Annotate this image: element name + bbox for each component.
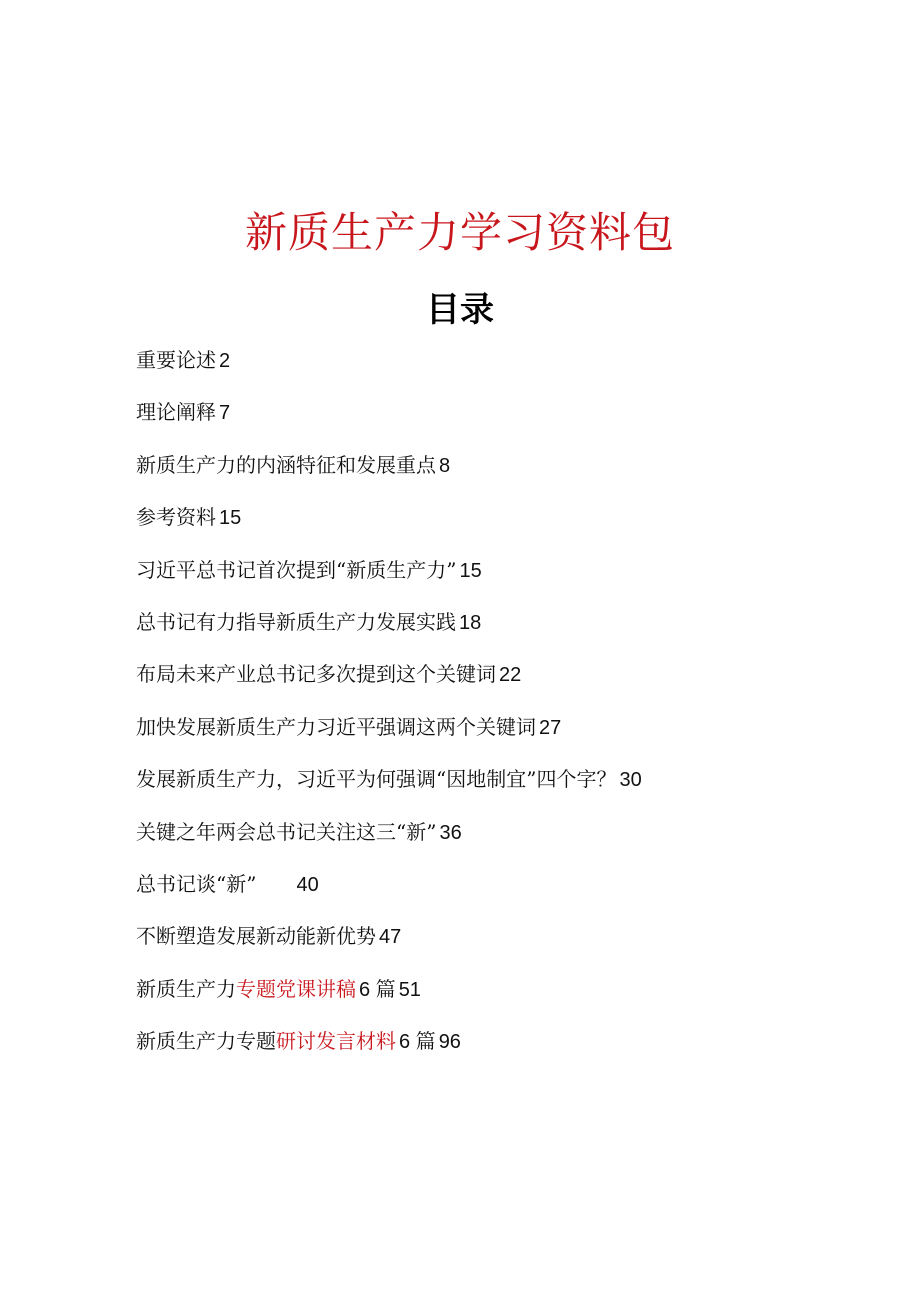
toc-entry-count: 6 篇 bbox=[359, 978, 396, 1001]
table-of-contents bbox=[136, 342, 642, 1075]
toc-entry[interactable] bbox=[136, 552, 642, 604]
toc-entry-title: 发展新质生产力，习近平为何强调“因地制宜”四个字？ bbox=[136, 767, 617, 792]
toc-entry[interactable] bbox=[136, 971, 642, 1023]
toc-entry[interactable] bbox=[136, 394, 642, 446]
toc-entry-title-highlight: 研讨发言材料 bbox=[276, 1029, 396, 1054]
toc-entry[interactable] bbox=[136, 761, 642, 813]
toc-entry-title: 总书记有力指导新质生产力发展实践 bbox=[136, 609, 456, 634]
toc-entry[interactable] bbox=[136, 709, 642, 761]
toc-entry-page: 2 bbox=[219, 350, 231, 372]
toc-entry[interactable] bbox=[136, 866, 642, 918]
toc-entry-count: 6 篇 bbox=[399, 1031, 436, 1054]
toc-entry[interactable] bbox=[136, 918, 642, 970]
document-title: 新质生产力学习资料包 bbox=[244, 208, 675, 257]
toc-entry-title: 理论阐释 bbox=[136, 400, 216, 425]
toc-entry-title: 加快发展新质生产力习近平强调这两个关键词 bbox=[136, 714, 536, 739]
toc-entry-title: 关键之年两会总书记关注这三“新” bbox=[136, 819, 437, 844]
toc-entry[interactable] bbox=[136, 447, 642, 499]
toc-entry-page: 36 bbox=[439, 821, 462, 844]
toc-entry-title: 新质生产力的内涵特征和发展重点 bbox=[136, 452, 436, 477]
toc-entry-title: 习近平总书记首次提到“新质生产力” bbox=[136, 557, 457, 582]
toc-entry[interactable] bbox=[136, 1023, 642, 1075]
toc-entry-page: 96 bbox=[438, 1031, 461, 1054]
toc-entry-title: 新质生产力专题 bbox=[136, 1029, 276, 1054]
toc-entry-page: 15 bbox=[219, 507, 242, 530]
toc-entry-page: 40 bbox=[296, 873, 319, 896]
toc-heading: 目录 bbox=[426, 290, 494, 330]
toc-entry-page: 27 bbox=[539, 716, 562, 739]
toc-entry-page: 22 bbox=[499, 664, 522, 687]
toc-entry-title: 重要论述 bbox=[136, 348, 216, 372]
toc-entry-title: 参考资料 bbox=[136, 505, 216, 530]
toc-entry-page: 47 bbox=[379, 926, 402, 949]
toc-entry-page: 18 bbox=[459, 611, 482, 634]
toc-entry-page: 8 bbox=[439, 454, 451, 477]
toc-entry[interactable] bbox=[136, 342, 642, 394]
toc-entry[interactable] bbox=[136, 814, 642, 866]
toc-entry[interactable] bbox=[136, 499, 642, 551]
toc-entry-title-highlight: 专题党课讲稿 bbox=[236, 976, 356, 1001]
toc-entry-page: 7 bbox=[219, 402, 231, 425]
toc-entry-title: 总书记谈“新” bbox=[136, 871, 257, 896]
toc-entry-title: 不断塑造发展新动能新优势 bbox=[136, 924, 376, 949]
toc-entry[interactable] bbox=[136, 656, 642, 708]
toc-entry-title: 布局未来产业总书记多次提到这个关键词 bbox=[136, 662, 496, 687]
toc-entry-title: 新质生产力 bbox=[136, 976, 236, 1001]
toc-entry-page: 30 bbox=[619, 769, 642, 792]
toc-entry[interactable] bbox=[136, 604, 642, 656]
toc-entry-page: 51 bbox=[398, 978, 421, 1001]
toc-entry-page: 15 bbox=[459, 559, 482, 582]
